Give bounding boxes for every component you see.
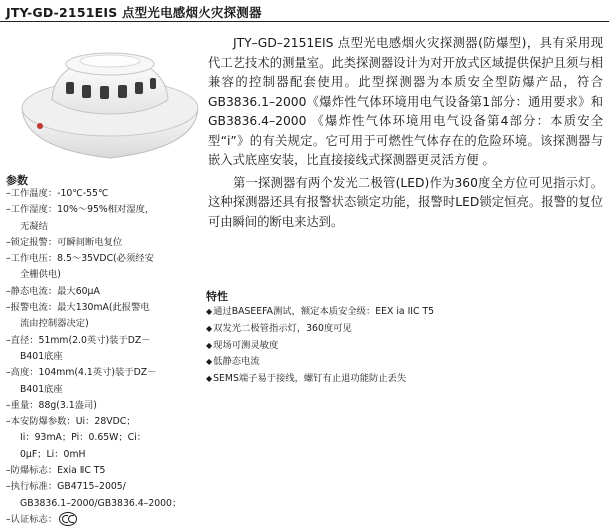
feature-item: ◆ 低静态电流 [206, 354, 434, 371]
params-list [6, 186, 194, 528]
param-line: B401底座 [20, 350, 63, 362]
param-line: 全栅供电) [20, 269, 61, 281]
param-line: –工作湿度：10%～95%相对湿度， [6, 204, 155, 216]
features-heading: 特性 [206, 290, 228, 303]
param-line: –执行标准：GB4715–2005/ [6, 481, 126, 493]
param-line: 流由控制器决定) [20, 318, 89, 330]
param-line: –报警电流：最大130mA(此报警电 [6, 302, 150, 314]
feature-item: ◆ SEMS端子易于接线，螺钉有止退功能防止丢失 [206, 371, 434, 388]
param-line: –工作温度：-10℃-55℃ [6, 188, 109, 199]
param-cert-line [6, 512, 194, 528]
page-title: JTY-GD-2151EIS 点型光电感烟火灾探测器 [6, 5, 262, 20]
param-line: –本安防爆参数：Ui：28VDC； [6, 416, 136, 428]
param-line: –工作电压：8.5～35VDC(必须经安 [6, 253, 154, 265]
params-heading: 参数 [6, 174, 28, 187]
description-paragraph-1: JTY–GD–2151EIS 点型光电感烟火灾探测器(防爆型)，具有采用现代工艺技术的测量室。此类探测器设计为对开放式区域提供保护且须与相兼容的控制器配套使用。此型探测器为本质安全型防爆产品，符合GB3836.1–2000《爆炸性气体环境用电气设备第1部分：通用要求》和 GB3836.4–2000 《爆炸性气体环境用电气设备第4部分：本质安全型“i”》的有关规定。它可用于可燃性气体存在的危险环境。该探测器与嵌入式底座安装，比直接接线式探测器更灵活方便 。 [208, 36, 603, 167]
description [208, 34, 603, 232]
description-paragraph-2: 第一探测器有两个发光二极管(LED)作为360度全方位可见指示灯。这种探测器还具有报警状态锁定功能，报警时LED锁定恒亮。报警的复位可由瞬间的断电来达到。 [208, 175, 603, 229]
param-line: B401底座 [20, 383, 63, 395]
param-line: –重量：88g(3.1盎司) [6, 399, 97, 411]
features-list [206, 304, 434, 388]
param-line: GB3836.1–2000/GB3836.4–2000； [20, 497, 182, 509]
param-line: Ii：93mA；Pi：0.65W；Ci： [20, 432, 147, 444]
param-line: –静态电流：最大60μA [6, 285, 100, 297]
param-line: 无凝结 [20, 220, 48, 232]
param-line: 0μF；Li：0mH [20, 448, 86, 460]
feature-item: ◆ 通过BASEEFA测试，额定本质安全级：EEX ia IIC T5 [206, 304, 434, 321]
param-line: –直径：51mm(2.0英寸)装于DZ－ [6, 334, 151, 346]
param-line: –高度：104mm(4.1英寸)装于DZ－ [6, 367, 157, 379]
feature-item: ◆ 现场可测灵敏度 [206, 338, 434, 355]
ccc-cert-icon [59, 512, 77, 526]
feature-item: ◆ 双发光二极管指示灯，360度可见 [206, 321, 434, 338]
title-divider [0, 21, 609, 22]
param-line: –认证标志： [6, 513, 58, 525]
smoke-detector-icon [16, 30, 204, 172]
param-line: –防爆标志：Exia ⅡC T5 [6, 465, 106, 477]
param-line: –锁定报警：可瞬间断电复位 [6, 236, 123, 248]
